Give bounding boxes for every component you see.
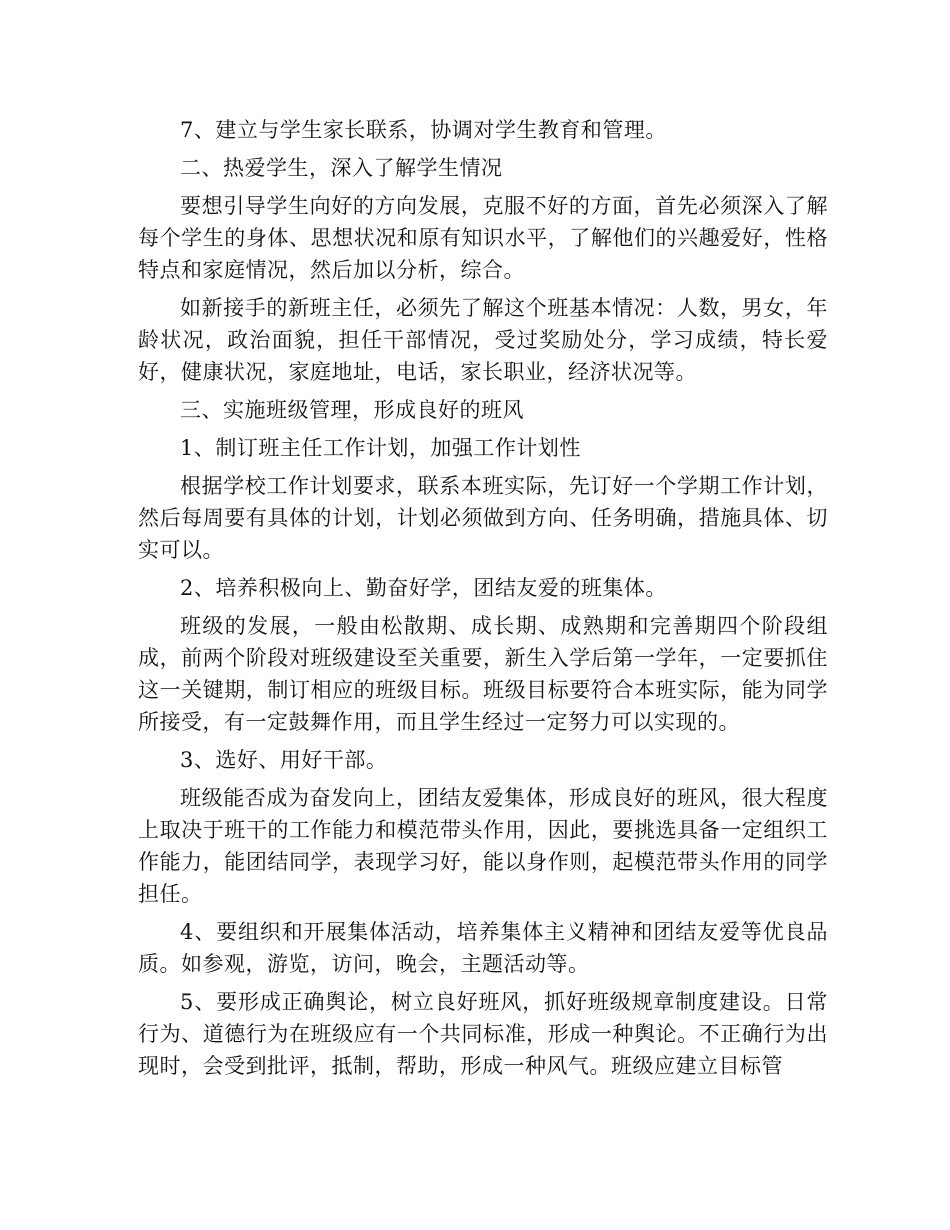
paragraph-understand-students: 要想引导学生向好的方向发展，克服不好的方面，首先必须深入了解每个学生的身体、思想状况和原有知识水平，了解他们的兴趣爱好，性格特点和家庭情况，然后加以分析，综合。 (138, 194, 828, 282)
paragraph-item-5-public-opinion: 5、要形成正确舆论，树立良好班风，抓好班级规章制度建设。日常行为、道德行为在班级应有一个共同标准，形成一种舆论。不正确行为出现时，会受到批评，抵制，帮助，形成一种风气。班级应建立目标管 (138, 990, 828, 1078)
subheading-3-class-cadres: 3、选好、用好干部。 (180, 748, 388, 772)
paragraph-work-plan: 根据学校工作计划要求，联系本班实际，先订好一个学期工作计划，然后每周要有具体的计划，计划必须做到方向、任务明确，措施具体、切实可以。 (138, 474, 828, 562)
paragraph-class-development: 班级的发展，一般由松散期、成长期、成熟期和完善期四个阶段组成，前两个阶段对班级建设至关重要，新生入学后第一学年，一定要抓住这一关键期，制订相应的班级目标。班级目标要符合本班实际，能为同学所接受，有一定鼓舞作用，而且学生经过一定努力可以实现的。 (138, 614, 828, 734)
paragraph-new-teacher: 如新接手的新班主任，必须先了解这个班基本情况：人数，男女，年龄状况，政治面貌，担任干部情况，受过奖励处分，学习成绩，特长爱好，健康状况，家庭地址，电话，家长职业，经济状况等。 (138, 296, 828, 384)
document-body (138, 114, 828, 1088)
section-heading-2: 二、热爱学生，深入了解学生情况 (180, 156, 503, 180)
paragraph-item-4-activities: 4、要组织和开展集体活动，培养集体主义精神和团结友爱等优良品质。如参观，游览，访问，晚会，主题活动等。 (138, 920, 828, 976)
paragraph-class-cadres: 班级能否成为奋发向上，团结友爱集体，形成良好的班风，很大程度上取决于班干的工作能力和模范带头作用，因此，要挑选具备一定组织工作能力，能团结同学，表现学习好，能以身作则，起模范带头作用的同学担任。 (138, 786, 828, 906)
paragraph-item-7-parent-contact: 7、建立与学生家长联系，协调对学生教育和管理。 (180, 118, 667, 142)
section-heading-3: 三、实施班级管理，形成良好的班风 (180, 398, 524, 422)
subheading-1-work-plan: 1、制订班主任工作计划，加强工作计划性 (180, 436, 581, 460)
subheading-2-class-collective: 2、培养积极向上、勤奋好学，团结友爱的班集体。 (180, 576, 667, 600)
